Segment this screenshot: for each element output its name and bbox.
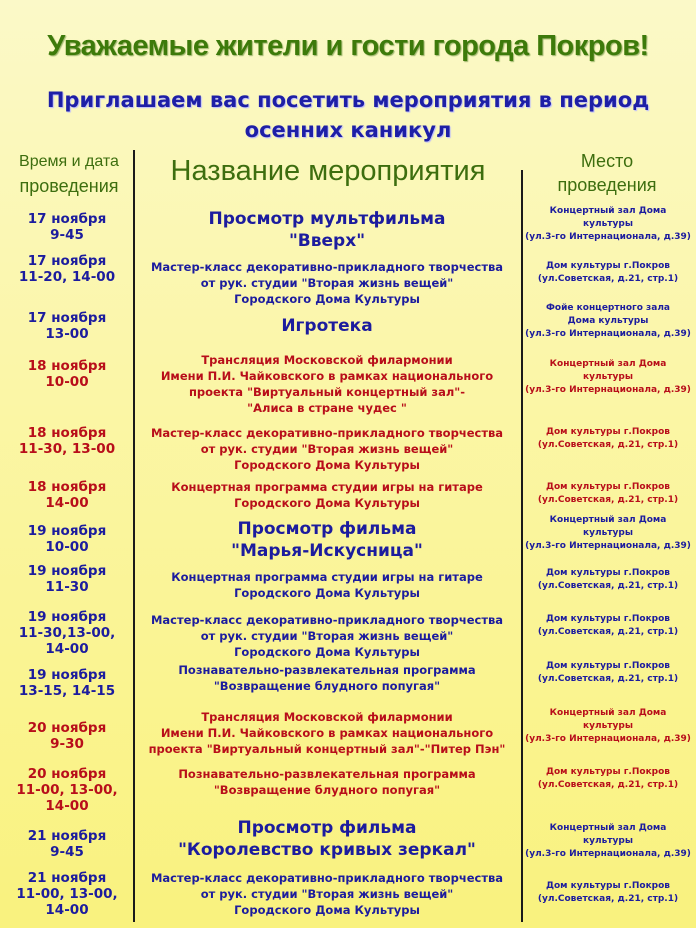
event-name: Познавательно-развлекательная программа "Возвращение блудного попугая" [178, 767, 476, 797]
event-name: Трансляция Московской филармонии Имени П.И. Чайковского в рамках национального проекта "Виртуальный концертный зал"-"Питер Пэн" [148, 710, 506, 756]
event-place: Концертный зал Дома культуры (ул.3-го Интернационала, д.39) [525, 359, 691, 395]
event-name: Просмотр фильма "Марья-Искусница" [231, 519, 423, 561]
event-date: 18 ноября 14-00 [27, 479, 107, 511]
page-subtitle: Приглашаем вас посетить мероприятия в период осенних каникул [46, 88, 650, 142]
column-divider [133, 150, 135, 922]
page-title: Уважаемые жители и гости города Покров! [47, 30, 649, 62]
column-header-place-line1: Место [580, 151, 634, 171]
event-date: 20 ноября 9-30 [27, 720, 107, 752]
column-header-time-line1: Время и дата [19, 153, 119, 170]
event-date: 19 ноября 11-30,13-00, 14-00 [18, 609, 116, 657]
column-header-place [522, 149, 692, 197]
event-place: Дом культуры г.Покров (ул.Советская, д.21, стр.1) [537, 261, 679, 284]
event-date: 19 ноября 13-15, 14-15 [18, 667, 116, 699]
event-place: Дом культуры г.Покров (ул.Советская, д.21, стр.1) [537, 427, 679, 450]
column-header-time-line2: проведения [19, 176, 119, 196]
event-place: Дом культуры г.Покров (ул.Советская, д.21, стр.1) [537, 482, 679, 505]
event-name: Мастер-класс декоративно-прикладного творчества от рук. студии "Вторая жизнь вещей" Городского Дома Культуры [150, 260, 504, 306]
event-name: Просмотр фильма "Королевство кривых зеркал" [178, 818, 476, 860]
event-name: Концертная программа студии игры на гитаре Городского Дома Культуры [171, 480, 483, 510]
event-name: Просмотр мультфильма "Вверх" [208, 209, 446, 251]
event-name: Концертная программа студии игры на гитаре Городского Дома Культуры [171, 570, 483, 600]
event-date: 17 ноября 9-45 [27, 211, 107, 243]
event-place: Концертный зал Дома культуры (ул.3-го Интернационала, д.39) [525, 515, 691, 551]
event-name: Игротека [281, 316, 373, 336]
column-header-time [4, 150, 134, 198]
event-name: Познавательно-развлекательная программа "Возвращение блудного попугая" [178, 663, 476, 693]
event-date: 17 ноября 11-20, 14-00 [18, 253, 116, 285]
event-place: Дом культуры г.Покров (ул.Советская, д.21, стр.1) [537, 881, 679, 904]
event-place: Дом культуры г.Покров (ул.Советская, д.21, стр.1) [537, 767, 679, 790]
event-name: Мастер-класс декоративно-прикладного творчества от рук. студии "Вторая жизнь вещей" Городского Дома Культуры [150, 613, 504, 659]
event-place: Концертный зал Дома культуры (ул.3-го Интернационала, д.39) [525, 708, 691, 744]
event-place: Фойе концертного зала Дома культуры (ул.3-го Интернационала, д.39) [525, 303, 691, 339]
event-date: 21 ноября 11-00, 13-00, 14-00 [16, 870, 118, 918]
event-place: Концертный зал Дома культуры (ул.3-го Интернационала, д.39) [525, 823, 691, 859]
event-date: 19 ноября 11-30 [27, 563, 107, 595]
event-date: 21 ноября 9-45 [27, 828, 107, 860]
event-name: Мастер-класс декоративно-прикладного творчества от рук. студии "Вторая жизнь вещей" Городского Дома Культуры [150, 426, 504, 472]
column-header-place-line2: проведения [557, 175, 657, 195]
event-place: Концертный зал Дома культуры (ул.3-го Интернационала, д.39) [525, 206, 691, 242]
event-place: Дом культуры г.Покров (ул.Советская, д.21, стр.1) [537, 661, 679, 684]
event-name: Трансляция Московской филармонии Имени П.И. Чайковского в рамках национального проекта "Виртуальный концертный зал"- "Алиса в стране чудес " [160, 353, 494, 415]
event-date: 18 ноября 10-00 [27, 358, 107, 390]
event-place: Дом культуры г.Покров (ул.Советская, д.21, стр.1) [537, 614, 679, 637]
event-date: 19 ноября 10-00 [27, 523, 107, 555]
event-date: 17 ноября 13-00 [27, 310, 107, 342]
event-place: Дом культуры г.Покров (ул.Советская, д.21, стр.1) [537, 568, 679, 591]
column-header-name: Название мероприятия [170, 155, 486, 187]
event-date: 18 ноября 11-30, 13-00 [18, 425, 116, 457]
event-date: 20 ноября 11-00, 13-00, 14-00 [16, 766, 118, 814]
event-name: Мастер-класс декоративно-прикладного творчества от рук. студии "Вторая жизнь вещей" Городского Дома Культуры [150, 871, 504, 917]
